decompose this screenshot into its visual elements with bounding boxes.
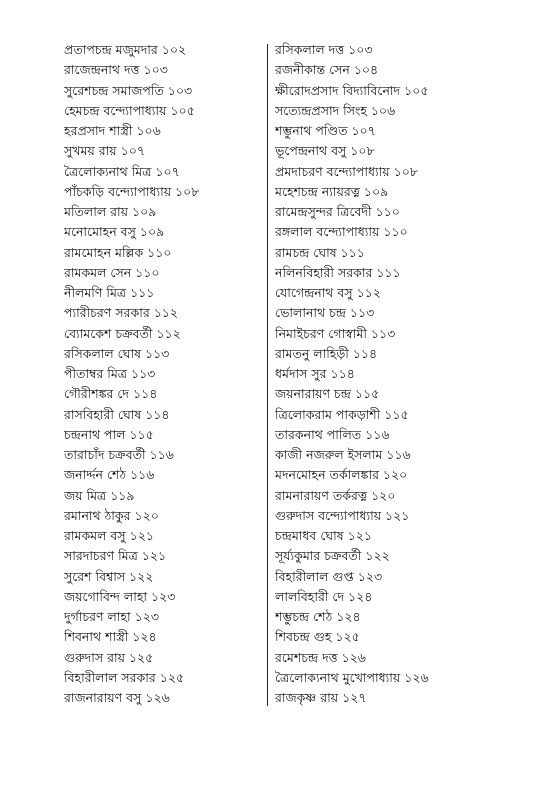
index-entry: মহেশচন্দ্র ন্যায়রত্ন ১০৯ bbox=[275, 183, 389, 199]
index-entry: সূর্য্যকুমার চক্রবর্তী ১২২ bbox=[275, 548, 390, 564]
index-entry: ব্যোমকেশ চক্রবর্তী ১১২ bbox=[64, 325, 181, 341]
index-entry: রমানাথ ঠাকুর ১২০ bbox=[64, 507, 159, 523]
index-entry: রামমোহন মল্লিক ১১০ bbox=[64, 244, 172, 260]
index-entry: রজনীকান্ত সেন ১০৪ bbox=[275, 62, 379, 78]
index-entry: গৌরীশঙ্কর দে ১১৪ bbox=[64, 386, 158, 402]
index-entry: রসিকলাল দত্ত ১০৩ bbox=[275, 42, 373, 57]
index-entry: জয়নারায়ণ চন্দ্র ১১৫ bbox=[275, 386, 380, 402]
index-entry: লালবিহারী দে ১২৪ bbox=[275, 588, 373, 604]
index-entry: কাজী নজরুল ইসলাম ১১৬ bbox=[275, 447, 411, 462]
index-entry: ক্ষীরোদপ্রসাদ বিদ্যাবিনোদ ১০৫ bbox=[275, 82, 429, 98]
index-entry: প্রতাপচন্দ্র মজুমদার ১০২ bbox=[64, 42, 187, 57]
index-entry: পাঁচকড়ি বন্দ্যোপাধ্যায় ১০৮ bbox=[64, 183, 200, 199]
index-entry: রাজেন্দ্রনাথ দত্ত ১০৩ bbox=[64, 62, 168, 78]
index-entry: রামকমল বসু ১২১ bbox=[64, 528, 154, 543]
index-entry: ভোলানাথ চন্দ্র ১১৩ bbox=[275, 305, 375, 321]
index-entry: ভূপেন্দ্রনাথ বসু ১০৮ bbox=[275, 143, 375, 159]
index-entry: জয় মিত্র ১১৯ bbox=[64, 487, 135, 503]
index-entry: চন্দ্রনাথ পাল ১১৫ bbox=[64, 426, 154, 442]
index-entry: তারকনাথ পালিত ১১৬ bbox=[275, 426, 390, 442]
index-entry: তারাচাঁদ চক্রবর্তী ১১৬ bbox=[64, 447, 174, 462]
index-entry: হেমচন্দ্র বন্দ্যোপাধ্যায় ১০৫ bbox=[64, 102, 195, 118]
index-entry: রাজনারায়ণ বসু ১২৬ bbox=[64, 690, 170, 705]
index-entry: শম্ভুচন্দ্র শেঠ ১২৪ bbox=[275, 609, 361, 624]
index-entry: শম্ভুনাথ পণ্ডিত ১০৭ bbox=[275, 123, 376, 138]
column-divider bbox=[267, 44, 268, 706]
index-entry: রামেন্দ্রসুন্দর ত্রিবেদী ১১০ bbox=[275, 204, 400, 219]
index-entry: রসিকলাল ঘোষ ১১৩ bbox=[64, 345, 170, 361]
index-entry: রামতনু লাহিড়ী ১১৪ bbox=[275, 345, 378, 361]
index-entry: গুরুদাস রায় ১২৫ bbox=[64, 649, 154, 665]
index-entry: মদনমোহন তর্কালঙ্কার ১২০ bbox=[275, 467, 408, 483]
index-column-left bbox=[64, 40, 264, 708]
index-entry: প্যারীচরণ সরকার ১১২ bbox=[64, 305, 179, 321]
index-entry: বিহারীলাল গুপ্ত ১২৩ bbox=[275, 568, 383, 584]
index-entry: বিহারীলাল সরকার ১২৫ bbox=[64, 669, 185, 685]
index-entry: মনোমোহন বসু ১০৯ bbox=[64, 224, 165, 240]
index-entry: পীতাম্বর মিত্র ১১৩ bbox=[64, 366, 156, 381]
index-entry: সত্যেন্দ্রপ্রসাদ সিংহ ১০৬ bbox=[275, 102, 396, 118]
index-entry: রমেশচন্দ্র দত্ত ১২৬ bbox=[275, 649, 366, 665]
index-entry: নীলমণি মিত্র ১১১ bbox=[64, 285, 155, 300]
index-entry: রাসবিহারী ঘোষ ১১৪ bbox=[64, 406, 170, 422]
index-entry: রামনারায়ণ তর্করত্ন ১২০ bbox=[275, 487, 396, 503]
index-entry: রঙ্গলাল বন্দ্যোপাধ্যায় ১১০ bbox=[275, 224, 408, 240]
index-entry: ত্রৈলোক্যনাথ মুখোপাধ্যায় ১২৬ bbox=[275, 669, 429, 685]
index-entry: জনার্দ্দন শেঠ ১১৬ bbox=[64, 467, 155, 483]
index-entry: নিমাইচরণ গোস্বামী ১১৩ bbox=[275, 325, 396, 341]
index-entry: শিবচন্দ্র গুহ ১২৫ bbox=[275, 629, 360, 645]
index-entry: দুর্গাচরণ লাহা ১২৩ bbox=[64, 609, 160, 624]
index-entry: শিবনাথ শাস্ত্রী ১২৪ bbox=[64, 629, 157, 645]
index-entry: সারদাচরণ মিত্র ১২১ bbox=[64, 548, 167, 564]
index-entry: সুখময় রায় ১০৭ bbox=[64, 143, 145, 159]
index-entry: ত্রৈলোক্যনাথ মিত্র ১০৭ bbox=[64, 163, 180, 179]
index-column-right bbox=[275, 40, 475, 708]
index-entry: মতিলাল রায় ১০৯ bbox=[64, 204, 157, 219]
index-entry: রামচন্দ্র ঘোষ ১১১ bbox=[275, 244, 365, 260]
index-entry: চন্দ্রমাধব ঘোষ ১২১ bbox=[275, 528, 372, 543]
index-entry: জয়গোবিন্দ লাহা ১২৩ bbox=[64, 588, 176, 604]
index-entry: প্রমদাচরণ বন্দ্যোপাধ্যায় ১০৮ bbox=[275, 163, 418, 179]
index-entry: সুরেশচন্দ্র সমাজপতি ১০৩ bbox=[64, 82, 193, 98]
index-entry: গুরুদাস বন্দ্যোপাধ্যায় ১২১ bbox=[275, 507, 410, 523]
index-entry: ত্রিলোকরাম পাকড়াশী ১১৫ bbox=[275, 406, 409, 422]
index-entry: সুরেশ বিশ্বাস ১২২ bbox=[64, 568, 154, 584]
index-entry: হরপ্রসাদ শাস্ত্রী ১০৬ bbox=[64, 123, 161, 138]
index-entry: যোগেন্দ্রনাথ বসু ১১২ bbox=[275, 285, 381, 300]
index-entry: নলিনবিহারী সরকার ১১১ bbox=[275, 264, 401, 280]
index-entry: রামকমল সেন ১১০ bbox=[64, 264, 160, 280]
index-entry: রাজকৃষ্ণ রায় ১২৭ bbox=[275, 690, 367, 705]
index-entry: ধর্মদাস সুর ১১৪ bbox=[275, 366, 355, 381]
